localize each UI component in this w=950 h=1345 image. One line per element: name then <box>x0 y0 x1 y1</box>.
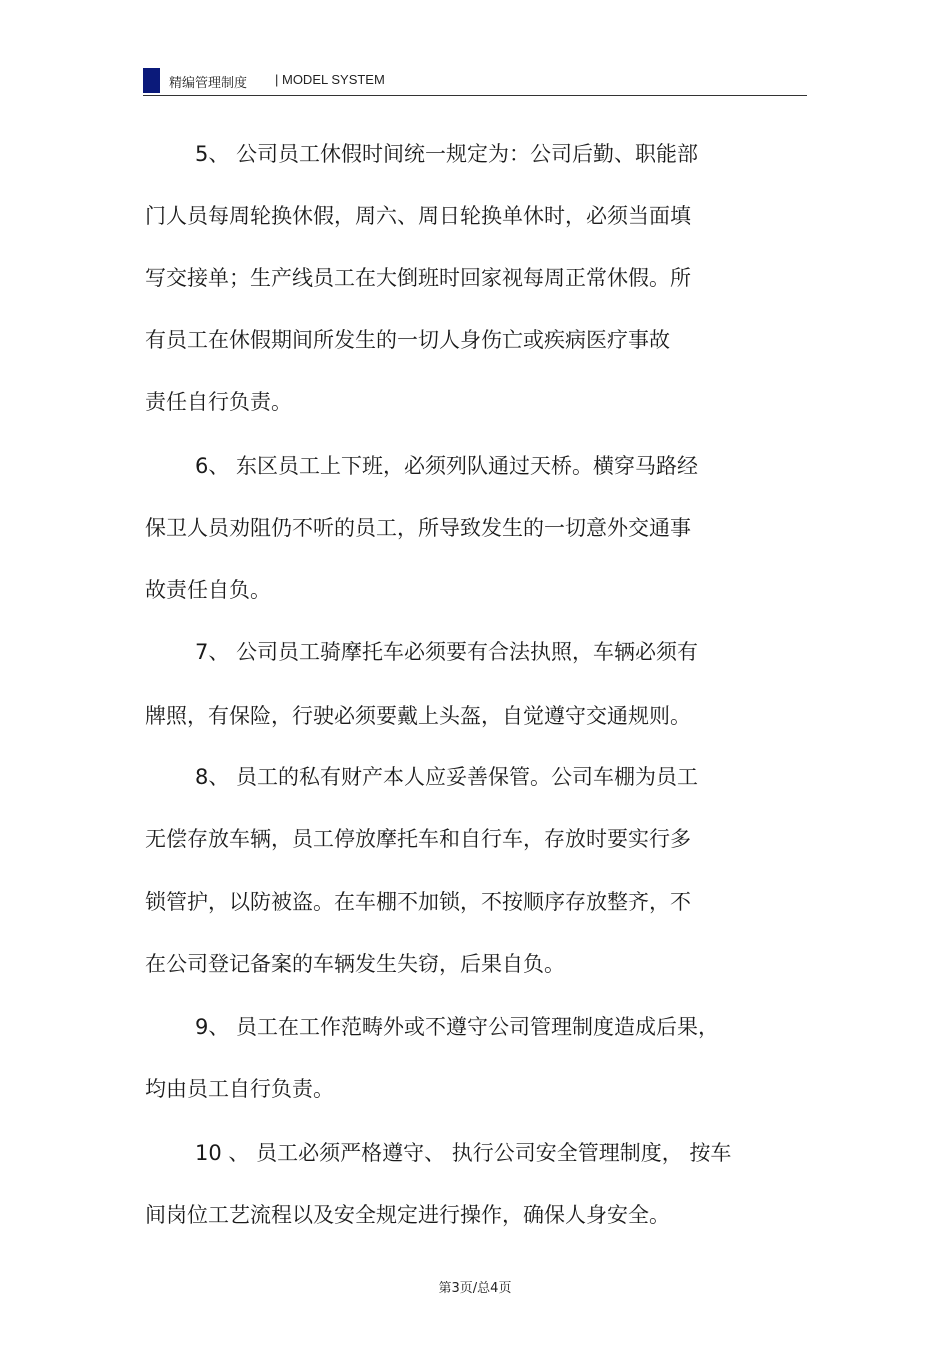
paragraph-line: 10 、 员工必须严格遵守、 执行公司安全管理制度， 按车 <box>195 1141 732 1165</box>
paragraph-line: 故责任自负。 <box>145 578 271 602</box>
paragraph-line: 有员工在休假期间所发生的一切人身伤亡或疾病医疗事故 <box>145 328 670 352</box>
paragraph-line: 7、 公司员工骑摩托车必须要有合法执照，车辆必须有 <box>195 640 699 664</box>
paragraph-line: 无偿存放车辆，员工停放摩托车和自行车，存放时要实行多 <box>145 827 691 851</box>
paragraph-line: 9、 员工在工作范畴外或不遵守公司管理制度造成后果， <box>195 1015 720 1039</box>
paragraph-line: 5、 公司员工休假时间统一规定为：公司后勤、职能部 <box>195 142 699 166</box>
header-title: 精编管理制度 <box>169 76 248 91</box>
paragraph-line: 在公司登记备案的车辆发生失窃，后果自负。 <box>145 952 565 976</box>
header-subtitle: | MODEL SYSTEM <box>275 72 385 87</box>
paragraph-line: 间岗位工艺流程以及安全规定进行操作，确保人身安全。 <box>145 1203 670 1227</box>
paragraph-line: 牌照，有保险，行驶必须要戴上头盔，自觉遵守交通规则。 <box>145 704 691 728</box>
paragraph-line: 写交接单；生产线员工在大倒班时回家视每周正常休假。所 <box>145 266 691 290</box>
paragraph-line: 锁管护，以防被盗。在车棚不加锁，不按顺序存放整齐，不 <box>145 890 691 914</box>
page-header <box>143 64 807 94</box>
logo-icon <box>143 68 160 93</box>
paragraph-line: 8、 员工的私有财产本人应妥善保管。公司车棚为员工 <box>195 765 699 789</box>
header-divider <box>143 95 807 96</box>
paragraph-line: 6、 东区员工上下班，必须列队通过天桥。横穿马路经 <box>195 454 699 478</box>
paragraph-line: 均由员工自行负责。 <box>145 1077 334 1101</box>
paragraph-line: 保卫人员劝阻仍不听的员工，所导致发生的一切意外交通事 <box>145 516 691 540</box>
paragraph-line: 责任自行负责。 <box>145 390 292 414</box>
page-number: 第3页/总4页 <box>438 1281 512 1296</box>
paragraph-line: 门人员每周轮换休假，周六、周日轮换单休时，必须当面填 <box>145 204 691 228</box>
